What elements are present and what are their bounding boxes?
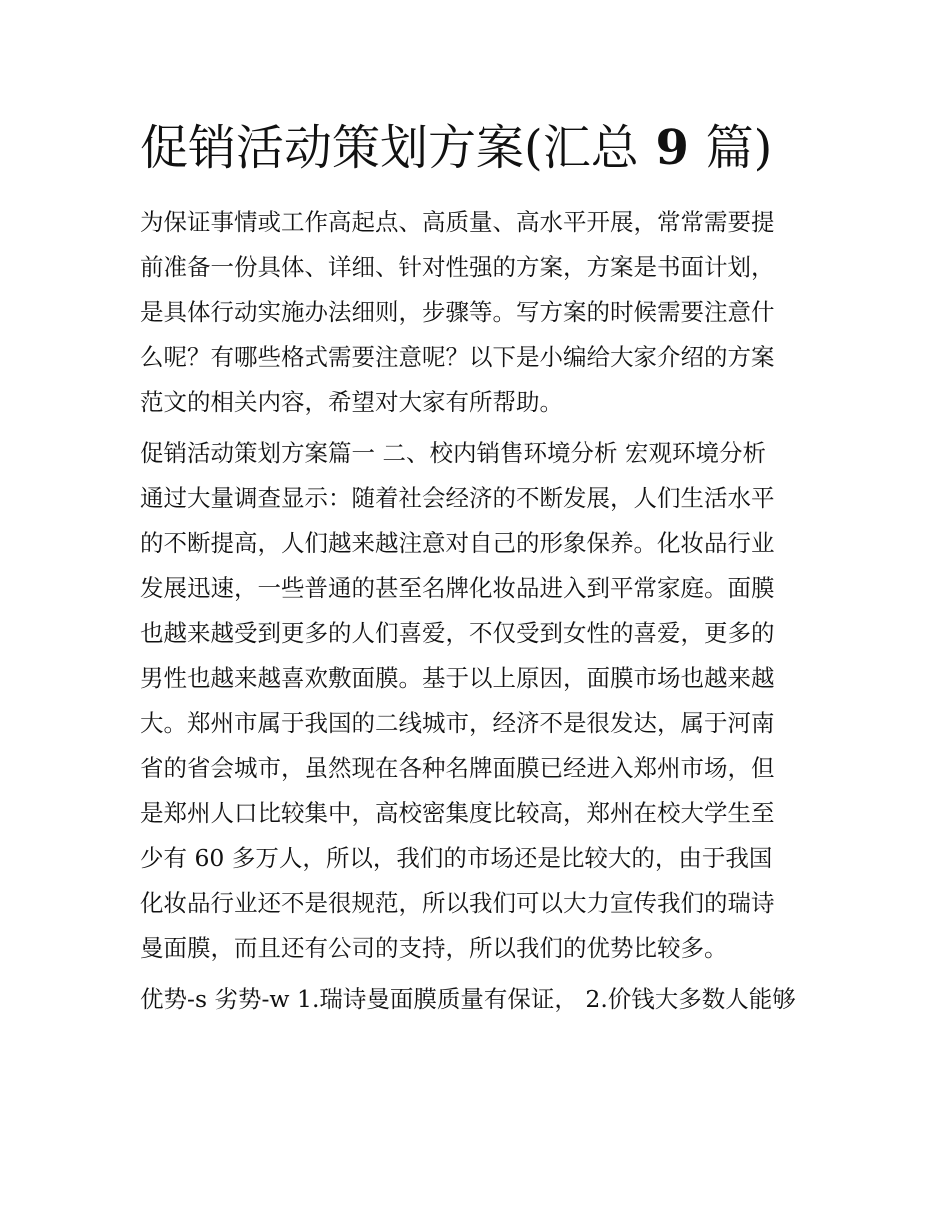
- title-suffix: 篇): [705, 120, 773, 176]
- paragraph-intro: [140, 200, 820, 425]
- text-line: 大。郑州市属于我国的二线城市，经济不是很发达，属于河南: [140, 709, 775, 737]
- text-line: 为保证事情或工作高起点、高质量、高水平开展，常常需要提: [140, 208, 775, 236]
- title-prefix: 促销活动策划方案(汇总: [140, 120, 639, 176]
- text-line: 少有 60 多万人，所以，我们的市场还是比较大的，由于我国: [140, 844, 773, 872]
- paragraph-section-one: [140, 431, 820, 971]
- document-body: [140, 200, 820, 1022]
- text-line: 发展迅速，一些普通的甚至名牌化妆品进入到平常家庭。面膜: [140, 574, 775, 602]
- text-line: 优势-s 劣势-w 1.瑞诗曼面膜质量有保证， 2.价钱大多数人能够: [140, 985, 796, 1013]
- text-line: 通过大量调查显示：随着社会经济的不断发展，人们生活水平: [140, 484, 775, 512]
- text-line: 范文的相关内容，希望对大家有所帮助。: [140, 388, 563, 416]
- text-line: 化妆品行业还不是很规范，所以我们可以大力宣传我们的瑞诗: [140, 889, 775, 917]
- paragraph-swot: [140, 977, 820, 1022]
- text-line: 曼面膜，而且还有公司的支持，所以我们的优势比较多。: [140, 934, 728, 962]
- text-line: 么呢？有哪些格式需要注意呢？以下是小编给大家介绍的方案: [140, 343, 775, 371]
- text-line: 促销活动策划方案篇一 二、校内销售环境分析 宏观环境分析: [140, 439, 766, 467]
- title-number: 9: [638, 120, 706, 176]
- text-line: 是郑州人口比较集中，高校密集度比较高，郑州在校大学生至: [140, 799, 775, 827]
- text-line: 的不断提高，人们越来越注意对自己的形象保养。化妆品行业: [140, 529, 775, 557]
- text-line: 是具体行动实施办法细则，步骤等。写方案的时候需要注意什: [140, 298, 775, 326]
- text-line: 前准备一份具体、详细、针对性强的方案，方案是书面计划，: [140, 253, 775, 281]
- text-line: 男性也越来越喜欢敷面膜。基于以上原因，面膜市场也越来越: [140, 664, 775, 692]
- document-title: [140, 116, 820, 180]
- text-line: 也越来越受到更多的人们喜爱，不仅受到女性的喜爱，更多的: [140, 619, 775, 647]
- text-line: 省的省会城市，虽然现在各种名牌面膜已经进入郑州市场，但: [140, 754, 775, 782]
